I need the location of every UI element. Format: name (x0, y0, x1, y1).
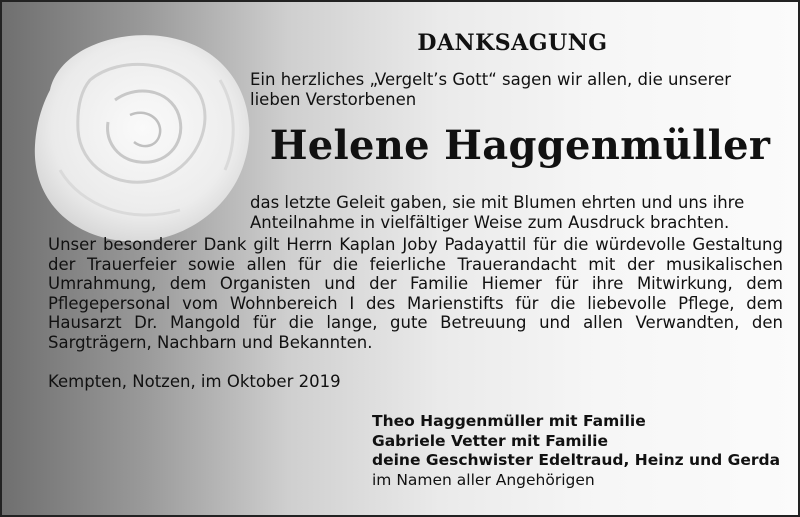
place-date: Kempten, Notzen, im Oktober 2019 (48, 372, 341, 391)
signer-line: Theo Haggenmüller mit Familie (372, 412, 646, 430)
signer-line: Gabriele Vetter mit Familie (372, 431, 609, 450)
signers-block (372, 412, 792, 490)
deceased-name: Helene Haggenmüller (269, 122, 771, 169)
notice-heading: DANKSAGUNG (417, 30, 608, 56)
intro-text: Ein herzliches „Vergelt’s Gott“ sagen wir allen, die unserer lieben Verstorbenen (250, 70, 731, 109)
thanks-paragraph: Unser besonderer Dank gilt Herrn Kaplan Joby Padayattil für die würdevolle Gestaltung der Trauerfeier sowie allen für die feierliche Trauerandacht mit der musikalischen Umrahmung, dem Organisten und der Familie Hiemer für ihre Mitwirkung, dem Pflegepersonal vom Wohnbereich I des Marienstifts für die liebevolle Pflege, dem Hausarzt Dr. Mangold für die lange, gute Betreuung und allen Verwandten, den Sargträgern, Nachbarn und Bekannten. (48, 235, 783, 352)
signer-line: deine Geschwister Edeltraud, Heinz und Gerda (372, 451, 781, 469)
after-name-text: das letzte Geleit gaben, sie mit Blumen ehrten und uns ihre Anteilnahme in vielfältiger Weise zum Ausdruck brachten. (250, 193, 745, 232)
closing-line: im Namen aller Angehörigen (372, 470, 595, 489)
